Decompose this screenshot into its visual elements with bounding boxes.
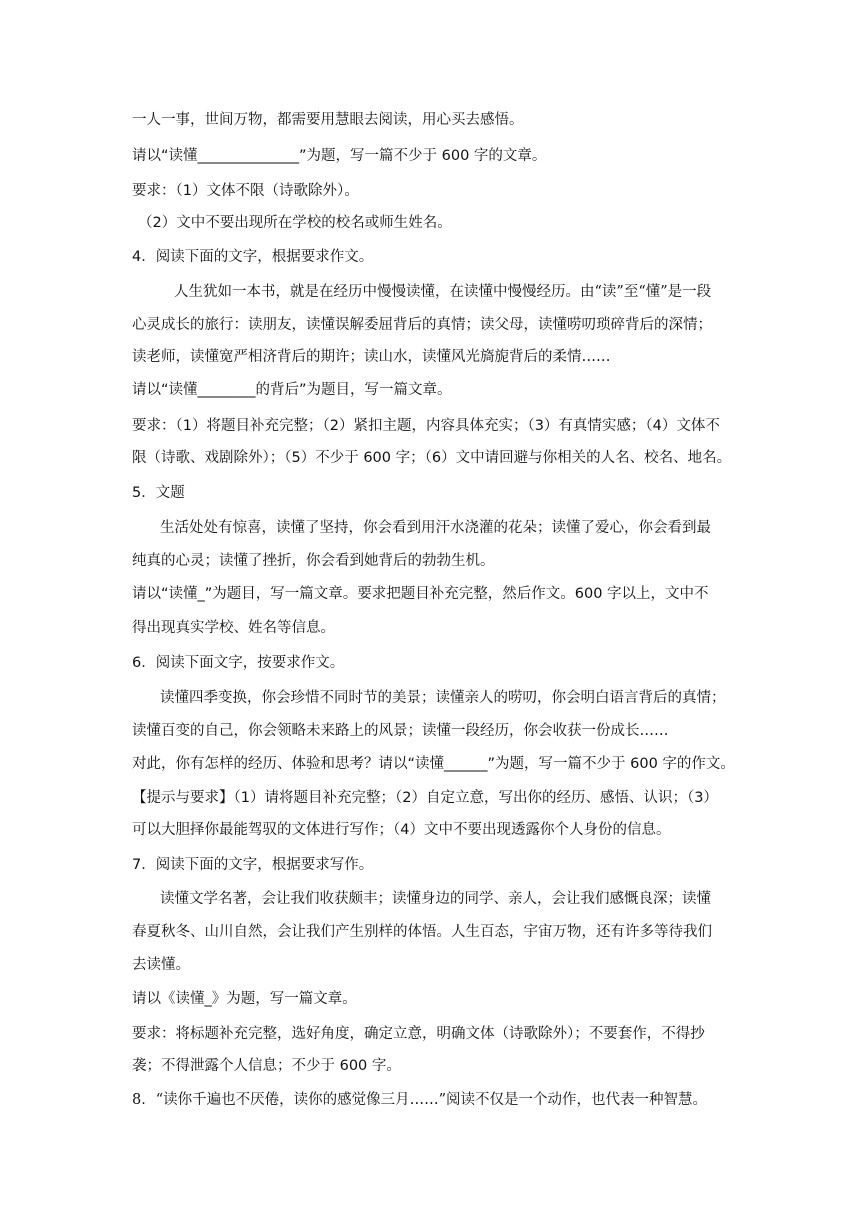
question-heading-7: 7．阅读下面的文字，根据要求写作。: [132, 857, 374, 873]
prompt-instruction: 得出现真实学校、姓名等信息。: [132, 620, 335, 636]
requirement-line: 要求：（1）文体不限（诗歌除外）。: [132, 183, 359, 199]
paragraph-line: 读懂百变的自己，你会领略未来路上的风景；读懂一段经历，你会收获一份成长……: [132, 723, 669, 739]
paragraph-line: 春夏秋冬、山川自然，会让我们产生别样的体悟。人生百态，宇宙万物，还有许多等待我们: [132, 924, 712, 940]
paragraph-line: 去读懂。: [132, 957, 190, 973]
question-heading-5: 5．文题: [132, 485, 185, 501]
paragraph-line: 心灵成长的旅行：读朋友，读懂误解委屈背后的真情；读父母，读懂唠叨琐碎背后的深情；: [132, 317, 712, 333]
requirement-line: 可以大胆择你最能驾驭的文体进行写作；（4）文中不要出现透露你个人身份的信息。: [132, 822, 671, 838]
paragraph-line: 读懂四季变换，你会珍惜不同时节的美景；读懂亲人的唠叨，你会明白语言背后的真情；: [160, 690, 726, 706]
paragraph-line: 读懂文学名著，会让我们收获颇丰；读懂身边的同学、亲人，会让我们感慨良深；读懂: [160, 891, 711, 907]
requirement-line: 【提示与要求】（1）请将题目补充完整；（2）自定立意，写出你的经历、感悟、认识；（3）: [132, 790, 718, 806]
prompt-instruction: 请以《读懂_》为题，写一篇文章。: [132, 991, 357, 1007]
requirement-line: 要求：将标题补充完整，选好角度，确定立意，明确文体（诗歌除外）；不要套作，不得抄: [132, 1026, 705, 1042]
requirement-line: 要求：（1）将题目补充完整；（2）紧扣主题，内容具体充实；（3）有真情实感；（4）文体不: [132, 418, 720, 434]
requirement-line: （2）文中不要出现所在学校的校名或师生姓名。: [138, 215, 452, 231]
question-heading-6: 6．阅读下面文字，按要求作文。: [132, 655, 345, 671]
paragraph-line: 一人一事，世间万物，都需要用慧眼去阅读，用心买去感悟。: [132, 112, 524, 128]
question-heading-8: 8．“读你千遍也不厌倦，读你的感觉像三月……”阅读不仅是一个动作，也代表一种智慧。: [132, 1092, 708, 1108]
paragraph-line: 生活处处有惊喜，读懂了坚持，你会看到用汗水浇灌的花朵；读懂了爱心，你会看到最: [160, 520, 711, 536]
paragraph-line: 人生犹如一本书，就是在经历中慢慢读懂，在读懂中慢慢经历。由“读”至“懂”是一段: [174, 284, 712, 300]
paragraph-line: 纯真的心灵；读懂了挫折，你会看到她背后的勃勃生机。: [132, 553, 495, 569]
prompt-instruction: 请以“读懂_”为题目，写一篇文章。要求把题目补充完整，然后作文。600 字以上，文中不: [132, 586, 709, 602]
paragraph-line: 读老师，读懂宽严相济背后的期许；读山水，读懂风光旖旎背后的柔情……: [132, 349, 611, 365]
prompt-instruction: 请以“读懂______________”为题，写一篇不少于 600 字的文章。: [132, 148, 547, 164]
requirement-line: 袭；不得泄露个人信息；不少于 600 字。: [132, 1058, 401, 1074]
question-heading-4: 4．阅读下面的文字，根据要求作文。: [132, 249, 374, 265]
prompt-instruction: 对此，你有怎样的经历、体验和思考？请以“读懂______”为题，写一篇不少于 600 字的作文。: [132, 756, 735, 772]
prompt-instruction: 请以“读懂________的背后”为题目，写一篇文章。: [132, 382, 452, 398]
requirement-line: 限（诗歌、戏剧除外）；（5）不少于 600 字；（6）文中请回避与你相关的人名、校名、地名。: [132, 450, 732, 466]
